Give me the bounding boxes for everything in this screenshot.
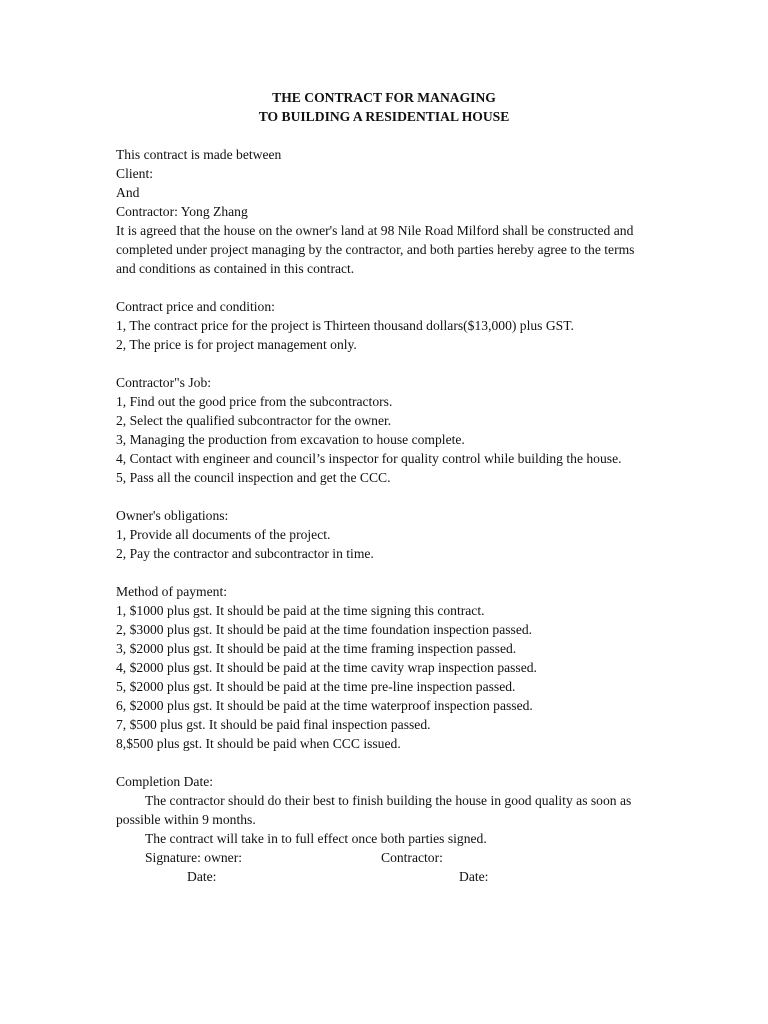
obligation-item: 1, Provide all documents of the project. [116,527,331,542]
job-item: 4, Contact with engineer and council’s inspector for quality control while building the house. [116,451,622,466]
completion-heading: Completion Date: [116,774,214,789]
price-section [116,297,656,354]
owner-date-label: Date: [187,869,217,884]
completion-paragraph: The contractor should do their best to finish building the house in good quality as soon as possible within 9 months. [116,793,632,827]
contractor-name: Contractor: Yong Zhang [116,204,248,219]
payment-item: 6, $2000 plus gst. It should be paid at the time waterproof inspection passed. [116,698,533,713]
payment-item: 2, $3000 plus gst. It should be paid at the time foundation inspection passed. [116,622,533,637]
payment-item: 1, $1000 plus gst. It should be paid at the time signing this contract. [116,603,485,618]
price-item: 2, The price is for project management only. [116,337,357,352]
job-item: 2, Select the qualified subcontractor for the owner. [116,413,392,428]
job-section [116,373,656,487]
payment-section [116,582,656,753]
job-item: 3, Managing the production from excavation to house complete. [116,432,465,447]
payment-item: 5, $2000 plus gst. It should be paid at the time pre-line inspection passed. [116,679,516,694]
contract-document [116,88,656,886]
job-item: 1, Find out the good price from the subcontractors. [116,394,393,409]
payment-item: 4, $2000 plus gst. It should be paid at the time cavity wrap inspection passed. [116,660,537,675]
document-title [116,88,652,126]
date-row [116,867,656,886]
agreement-paragraph: It is agreed that the house on the owner's land at 98 Nile Road Milford shall be constructed and completed under project managing by the contractor, and both parties hereby agree to the terms and conditions as contained in this contract. [116,223,635,276]
client-label: Client: [116,166,154,181]
made-between-text: This contract is made between [116,147,282,162]
obligations-section [116,506,656,563]
payment-item: 7, $500 plus gst. It should be paid final inspection passed. [116,717,431,732]
obligation-item: 2, Pay the contractor and subcontractor in time. [116,546,374,561]
payment-heading: Method of payment: [116,584,227,599]
payment-item: 8,$500 plus gst. It should be paid when CCC issued. [116,736,401,751]
title-line-2: TO BUILDING A RESIDENTIAL HOUSE [258,109,510,124]
signature-row [116,848,656,867]
contractor-date-label: Date: [459,869,489,884]
obligations-heading: Owner's obligations: [116,508,229,523]
intro-section [116,145,656,278]
and-text: And [116,185,140,200]
price-heading: Contract price and condition: [116,299,275,314]
effect-paragraph: The contract will take in to full effect once both parties signed. [145,831,487,846]
payment-item: 3, $2000 plus gst. It should be paid at the time framing inspection passed. [116,641,517,656]
job-heading: Contractor"s Job: [116,375,212,390]
title-line-1: THE CONTRACT FOR MANAGING [272,90,496,105]
completion-section [116,772,656,886]
owner-signature-label: Signature: owner: [145,850,243,865]
price-item: 1, The contract price for the project is Thirteen thousand dollars($13,000) plus GST. [116,318,574,333]
job-item: 5, Pass all the council inspection and get the CCC. [116,470,391,485]
contractor-signature-label: Contractor: [381,850,443,865]
